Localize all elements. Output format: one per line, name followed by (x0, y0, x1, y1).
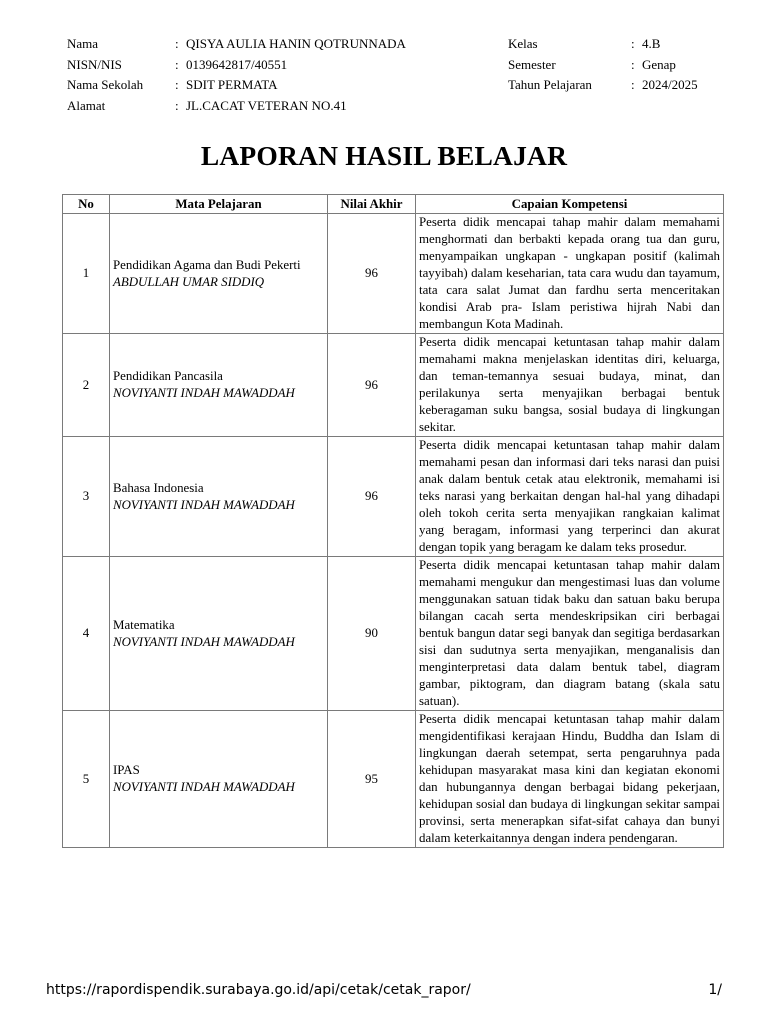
row-number: 5 (63, 711, 110, 848)
info-row-sekolah (67, 75, 406, 96)
sekolah-value: SDIT PERMATA (186, 77, 278, 92)
row-number: 1 (63, 214, 110, 334)
teacher-name: NOVIYANTI INDAH MAWADDAH (113, 386, 295, 400)
separator: : (631, 36, 635, 51)
tahun-value: 2024/2025 (642, 77, 698, 92)
student-info-right (508, 34, 698, 96)
info-row-nisn (67, 55, 406, 76)
row-number: 3 (63, 437, 110, 557)
competency-description: Peserta didik mencapai ketuntasan tahap mahir dalam memahami makna menjelaskan identitas diri, keluarga, dan teman-temannya sesuai budaya, minat, dan perilakunya serta menyajikan berbagai bentuk keberagaman suku bangsa, sosial budaya di lingkungan sekitar. (416, 334, 724, 437)
nisn-value: 0139642817/40551 (186, 56, 288, 72)
footer-url[interactable]: https://rapordispendik.surabaya.go.id/api/cetak/cetak_rapor/ (46, 982, 471, 998)
subject-name: Pendidikan Pancasila (113, 369, 223, 383)
table-row (63, 557, 724, 711)
alamat-value: JL.CACAT VETERAN NO.41 (186, 97, 347, 113)
subject-name: Matematika (113, 617, 175, 632)
separator: : (175, 97, 179, 113)
subject-name: Pendidikan Agama dan Budi Pekerti (113, 257, 301, 272)
competency-description: Peserta didik mencapai ketuntasan tahap mahir dalam memahami pesan dan informasi dari teks narasi dan puisi anak dalam bentuk cetak atau elektronik, memahami isi teks narasi yang berkaitan dengan hal-hal yang dihadapi oleh tokoh cerita serta menyajikan rangkaian kalimat yang beragam, informasi yang terperinci dan akurat dengan topik yang beragam ke dalam teks prosedur. (416, 437, 724, 557)
separator: : (631, 56, 635, 72)
table-row (63, 711, 724, 848)
final-score: 96 (328, 214, 416, 334)
teacher-name: ABDULLAH UMAR SIDDIQ (113, 274, 265, 289)
row-number: 4 (63, 557, 110, 711)
header-score: Nilai Akhir (328, 195, 416, 214)
competency-description: Peserta didik mencapai ketuntasan tahap mahir dalam mengidentifikasi kerajaan Hindu, Buddha dan Islam di lingkungan daerah setempat, serta pengaruhnya pada kehidupan masyarakat masa kini dan kegiatan ekonomi dan hubungannya dengan berbagai bidang pekerjaan, kehidupan sosial dan budaya di lingkungan sekitar sampai provinsi, serta menerapkan sifat-sifat cahaya dan bunyi dalam keterkaitannya dengan indera pendengaran. (416, 711, 724, 848)
alamat-label: Alamat (67, 97, 106, 113)
separator: : (175, 56, 179, 72)
header-no: No (63, 195, 110, 214)
info-row-alamat (67, 96, 406, 117)
header-subject: Mata Pelajaran (110, 195, 328, 214)
nisn-label: NISN/NIS (67, 56, 122, 72)
report-title: LAPORAN HASIL BELAJAR (200, 140, 568, 171)
subject-cell (110, 711, 328, 848)
subject-cell (110, 557, 328, 711)
info-row-nama (67, 34, 406, 55)
semester-value: Genap (642, 56, 676, 72)
final-score: 96 (328, 334, 416, 437)
tahun-label: Tahun Pelajaran (508, 77, 592, 92)
kelas-label: Kelas (508, 36, 538, 51)
nama-label: Nama (67, 36, 99, 51)
info-row-semester (508, 55, 698, 76)
table-row (63, 437, 724, 557)
final-score: 90 (328, 557, 416, 711)
competency-description: Peserta didik mencapai tahap mahir dalam memahami menghormati dan berbakti kepada orang tua dan guru, menyampaikan ungkapan - ungkapan positif (kalimah tayyibah) dalam keseharian, tata cara wudu dan tayamum, tata cara salat Jumat dan fardhu serta menceritakan kondisi Arab pra- Islam peristiwa hijrah Nabi dan membangun Kota Madinah. (416, 214, 724, 334)
header-competency: Capaian Kompetensi (416, 195, 724, 214)
teacher-name: NOVIYANTI INDAH MAWADDAH (113, 497, 295, 512)
row-number: 2 (63, 334, 110, 437)
info-row-tahun (508, 75, 698, 96)
sekolah-label: Nama Sekolah (67, 77, 144, 92)
separator: : (631, 77, 635, 92)
final-score: 96 (328, 437, 416, 557)
table-row (63, 334, 724, 437)
nama-value: QISYA AULIA HANIN QOTRUNNADA (186, 36, 406, 51)
grades-table (62, 194, 724, 848)
subject-cell (110, 214, 328, 334)
kelas-value: 4.B (642, 36, 661, 51)
teacher-name: NOVIYANTI INDAH MAWADDAH (113, 780, 295, 794)
table-row (63, 214, 724, 334)
teacher-name: NOVIYANTI INDAH MAWADDAH (113, 634, 295, 649)
competency-description: Peserta didik mencapai ketuntasan tahap mahir dalam memahami mengukur dan mengestimasi luas dan volume menggunakan satuan tidak baku dan satuan baku berupa bilangan cacah serta mendeskripsikan ciri berbagai bentuk bangun datar segi banyak dan segitiga berdasarkan sisi dan sudutnya serta menyajikan, menganalisis dan menginterpretasi data dalam bentuk tabel, diagram gambar, piktogram, dan diagram batang (skala satu satuan). (416, 557, 724, 711)
separator: : (175, 77, 179, 92)
student-info-left (67, 34, 406, 116)
subject-name: IPAS (113, 763, 140, 777)
separator: : (175, 36, 179, 51)
subject-cell (110, 334, 328, 437)
subject-cell (110, 437, 328, 557)
final-score: 95 (328, 711, 416, 848)
table-header-row (63, 195, 724, 214)
semester-label: Semester (508, 56, 556, 72)
page-number: 1/ (708, 982, 722, 998)
info-row-kelas (508, 34, 698, 55)
subject-name: Bahasa Indonesia (113, 480, 204, 495)
